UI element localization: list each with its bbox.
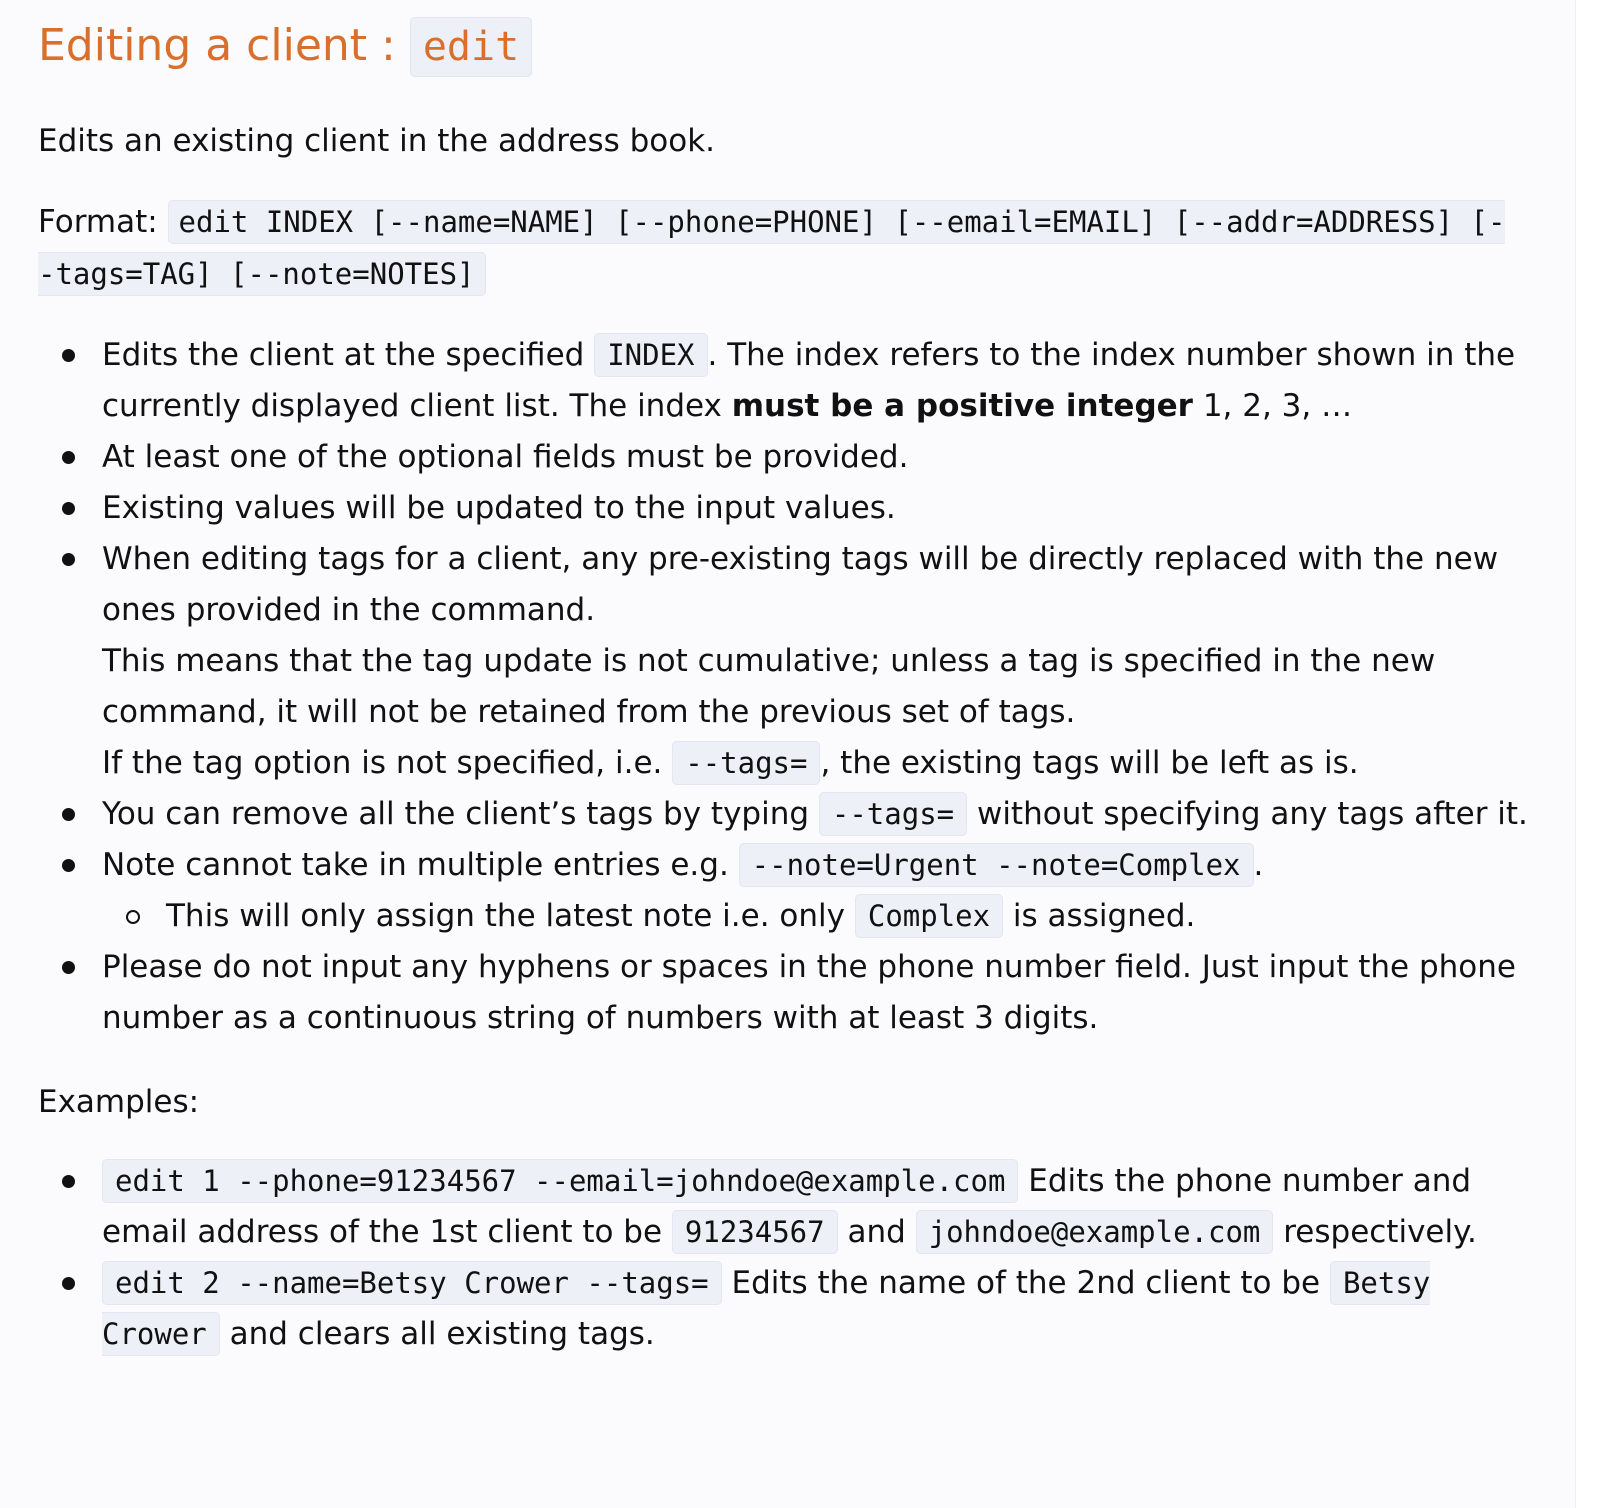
list-item-remove-tags bbox=[38, 789, 1528, 840]
sub-list-item bbox=[102, 891, 1528, 942]
section-heading bbox=[38, 14, 532, 79]
examples-label: Examples: bbox=[38, 1084, 200, 1120]
format-paragraph bbox=[38, 196, 1518, 300]
text: respectively. bbox=[1273, 1214, 1477, 1250]
list-item-editing-tags bbox=[38, 534, 1528, 789]
inline-code: --tags= bbox=[819, 792, 967, 836]
heading-code: edit bbox=[410, 17, 532, 77]
notes-list bbox=[38, 330, 1528, 1044]
list-item-phone-format bbox=[38, 942, 1528, 1044]
bullet-icon bbox=[62, 502, 75, 515]
bold-text: must be a positive integer bbox=[731, 388, 1193, 424]
intro-paragraph: Edits an existing client in the address book. bbox=[38, 123, 716, 159]
text: without specifying any tags after it. bbox=[967, 796, 1528, 832]
example-command-code: edit 2 --name=Betsy Crower --tags= bbox=[102, 1261, 722, 1305]
example-item bbox=[38, 1156, 1528, 1258]
text: This means that the tag update is not cumulative; unless a tag is specified in the new command, it will not be retained from the previous set of tags. bbox=[102, 643, 1436, 730]
text: Edits the name of the 2nd client to be bbox=[721, 1265, 1330, 1301]
text: Edits the client at the specified bbox=[102, 337, 595, 373]
inline-code: INDEX bbox=[594, 333, 707, 377]
examples-list bbox=[38, 1156, 1528, 1360]
list-item-optional-fields bbox=[38, 432, 1528, 483]
format-label: Format: bbox=[38, 204, 168, 240]
bullet-icon bbox=[62, 808, 75, 821]
text: Edits the phone number and email address of the 1st client to be bbox=[102, 1163, 1472, 1250]
text: This will only assign the latest note i.e. only bbox=[166, 898, 855, 934]
bullet-icon bbox=[62, 1175, 75, 1188]
inline-code: --note=Urgent --note=Complex bbox=[739, 843, 1254, 887]
bullet-icon bbox=[62, 349, 75, 362]
text: . bbox=[1253, 847, 1264, 883]
text: . The index refers to the index number shown in the currently displayed client list. The index bbox=[102, 337, 1516, 424]
circle-bullet-icon bbox=[126, 910, 140, 924]
format-code: edit INDEX [--name=NAME] [--phone=PHONE] [--email=EMAIL] [--addr=ADDRESS] [--tags=TAG] [--note=NOTES] bbox=[38, 200, 1505, 296]
text: If the tag option is not specified, i.e. bbox=[102, 745, 673, 781]
text: At least one of the optional fields must be provided. bbox=[102, 439, 909, 475]
text: Note cannot take in multiple entries e.g. bbox=[102, 847, 739, 883]
example-item bbox=[38, 1258, 1528, 1360]
bullet-icon bbox=[62, 553, 75, 566]
inline-code: Complex bbox=[855, 894, 1003, 938]
text: and bbox=[837, 1214, 916, 1250]
heading-text: Editing a client : bbox=[38, 20, 410, 71]
bullet-icon bbox=[62, 451, 75, 464]
text: You can remove all the client’s tags by typing bbox=[102, 796, 819, 832]
inline-code: --tags= bbox=[672, 741, 820, 785]
text: Existing values will be updated to the input values. bbox=[102, 490, 896, 526]
list-item-existing-values bbox=[38, 483, 1528, 534]
list-item-note-entries bbox=[38, 840, 1528, 942]
bullet-icon bbox=[62, 1277, 75, 1290]
inline-code: johndoe@example.com bbox=[916, 1210, 1274, 1254]
bullet-icon bbox=[62, 859, 75, 872]
example-command-code: edit 1 --phone=91234567 --email=johndoe@example.com bbox=[102, 1159, 1018, 1203]
list-item-index bbox=[38, 330, 1528, 432]
text: , the existing tags will be left as is. bbox=[820, 745, 1359, 781]
text: and clears all existing tags. bbox=[219, 1316, 655, 1352]
inline-code: 91234567 bbox=[672, 1210, 838, 1254]
text: 1, 2, 3, … bbox=[1192, 388, 1353, 424]
text: is assigned. bbox=[1003, 898, 1196, 934]
bullet-icon bbox=[62, 961, 75, 974]
text: When editing tags for a client, any pre-existing tags will be directly replaced with the new ones provided in the command. bbox=[102, 541, 1499, 628]
text: Please do not input any hyphens or spaces in the phone number field. Just input the phone number as a continuous string of numbers with at least 3 digits. bbox=[102, 949, 1516, 1036]
sub-list bbox=[102, 891, 1528, 942]
inline-code: Betsy Crower bbox=[102, 1261, 1430, 1356]
